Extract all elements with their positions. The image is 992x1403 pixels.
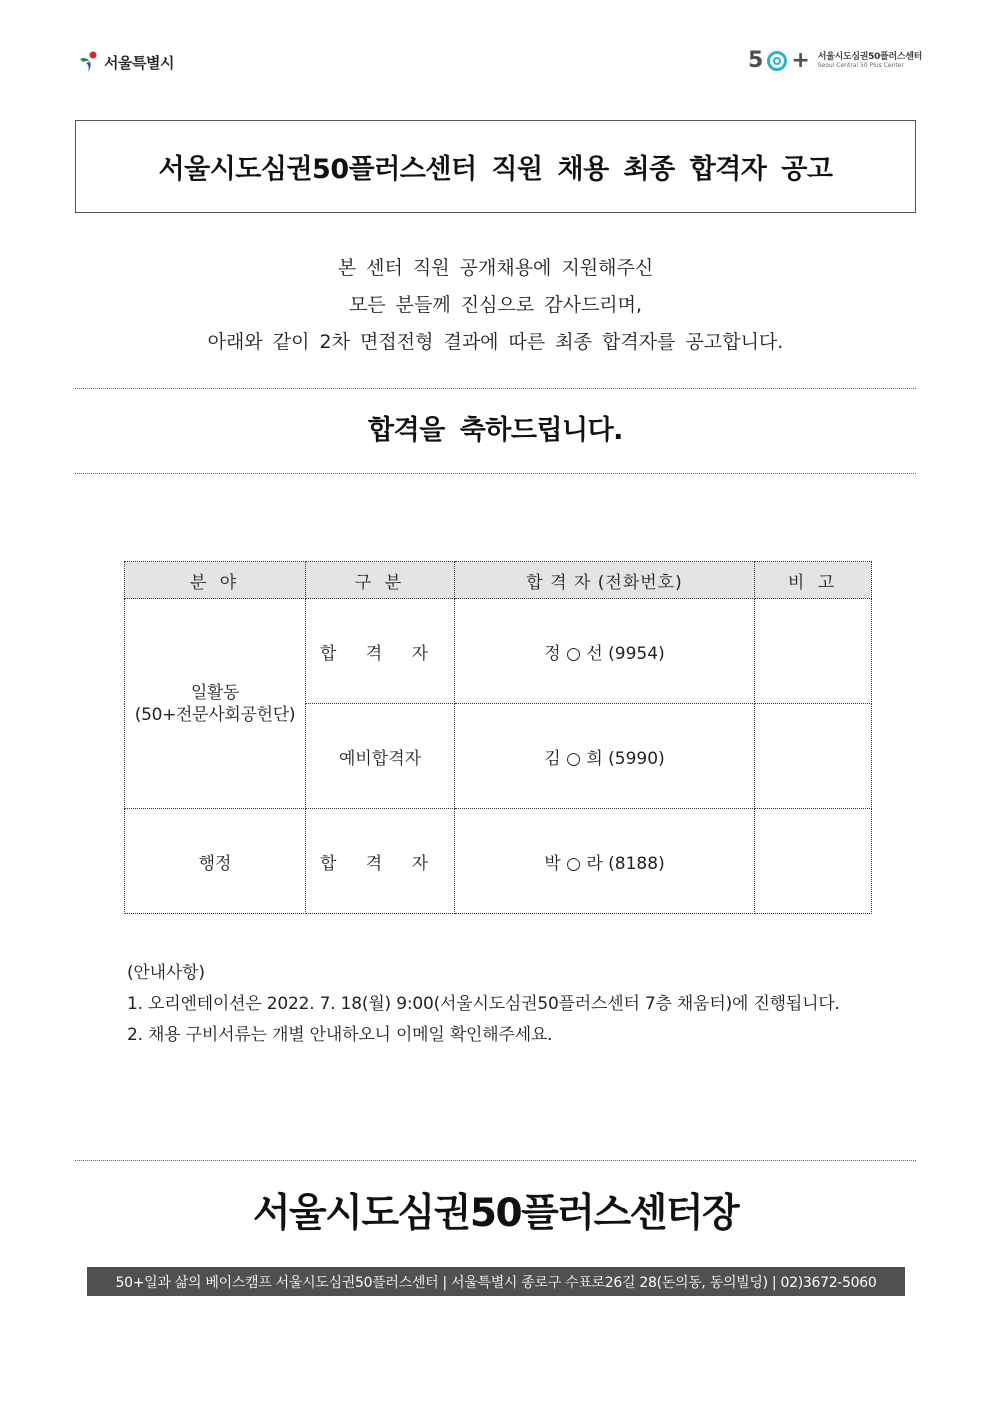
notes-heading: (안내사항) [127, 963, 205, 983]
center-logo-name-ko: 서울시도심권50플러스센터 [817, 51, 923, 62]
header-category: 구 분 [306, 562, 455, 599]
table-row [125, 809, 872, 914]
category-cell: 합 격 자 [306, 809, 455, 914]
center-logo-number: 5 [748, 48, 764, 73]
intro-line: 본 센터 직원 공개채용에 지원해주신 [337, 257, 654, 279]
notes-section [127, 958, 840, 1051]
note-cell [755, 599, 872, 704]
title-box [75, 120, 916, 213]
note-item: 1. 오리엔테이션은 2022. 7. 18(월) 9:00(서울시도심권50플러스센터 7층 채움터)에 진행됩니다. [127, 994, 840, 1014]
candidate-cell: 정 ○ 선 (9954) [455, 599, 755, 704]
center-logo-plus-icon: + [791, 48, 810, 73]
header-candidate: 합 격 자 (전화번호) [455, 562, 755, 599]
candidate-cell: 박 ○ 라 (8188) [455, 809, 755, 914]
category-cell: 예비합격자 [306, 704, 455, 809]
congrats-heading: 합격을 축하드립니다. [368, 415, 623, 446]
seoul-city-logo [78, 48, 174, 76]
footer-text: 50+일과 삶의 베이스캠프 서울시도심권50플러스센터 | 서울특별시 종로구 수표로26길 28(돈의동, 동의빌딩) | 02)3672-5060 [115, 1274, 877, 1291]
field-cell [125, 599, 306, 809]
divider [75, 388, 916, 389]
center-logo-name-en: Seoul Central 50 Plus Center [817, 61, 904, 69]
candidate-cell: 김 ○ 희 (5990) [455, 704, 755, 809]
table-header-row [125, 562, 872, 599]
intro-line: 모든 분들께 진심으로 감사드리며, [348, 294, 643, 316]
note-cell [755, 704, 872, 809]
seoul-logo-text: 서울특별시 [104, 53, 174, 72]
intro-text [75, 250, 916, 361]
intro-line: 아래와 같이 2차 면접전형 결과에 따른 최종 합격자를 공고합니다. [207, 331, 784, 353]
divider [75, 473, 916, 474]
field-cell: 행정 [125, 809, 306, 914]
seoul-symbol-icon [78, 50, 100, 74]
divider [75, 1160, 916, 1161]
header-field: 분 야 [125, 562, 306, 599]
center-logo-names [818, 53, 922, 69]
field-name: 일활동 [190, 682, 240, 703]
footer-bar [87, 1267, 905, 1296]
note-item: 2. 채용 구비서류는 개별 안내하오니 이메일 확인해주세요. [127, 1025, 553, 1045]
field-subname: (50+전문사회공헌단) [134, 704, 296, 725]
note-cell [755, 809, 872, 914]
header-note: 비 고 [755, 562, 872, 599]
signature: 서울시도심권50플러스센터장 [252, 1191, 739, 1236]
page-title: 서울시도심권50플러스센터 직원 채용 최종 합격자 공고 [158, 154, 833, 185]
center-logo [748, 46, 922, 76]
results-table [124, 561, 872, 914]
center-logo-ring-icon [767, 51, 787, 71]
table-row [125, 599, 872, 704]
category-cell: 합 격 자 [306, 599, 455, 704]
